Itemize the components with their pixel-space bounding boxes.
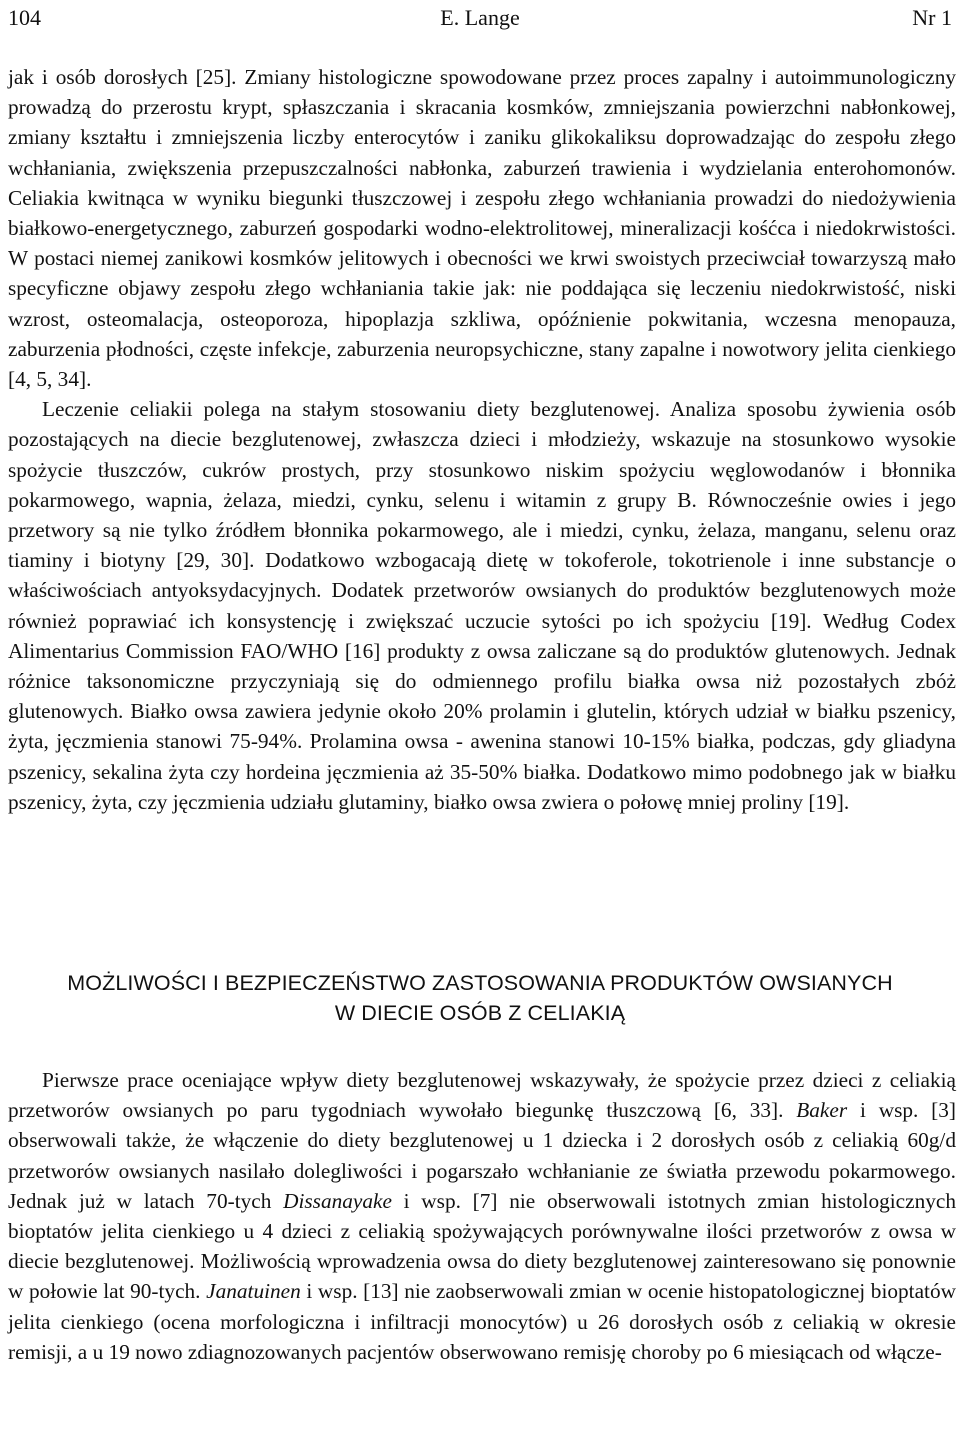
text-run: i wsp. [7] nie obserwowali istotnych zmian histologicznych bioptatów jelita cienkiego u 4 dzieci z celiakią spożywających porównywalne ilości przetworów z owsa w diecie bezglutenowej. Możliwością wprowadzenia owsa do diety bezglutenowej zainteresowano się ponownie w połowie lat 90-tych. xyxy=(8,1188,956,1304)
page-number: 104 xyxy=(8,5,41,30)
paragraph-treatment: Leczenie celiakii polega na stałym stosowaniu diety bezglutenowej. Analiza sposobu żywienia osób pozostających na diecie bezglutenowej, zwłaszcza dzieci i młodzieży, wskazuje na stosunkowo wysokie spożycie tłuszczów, cukrów prostych, przy stosunkowo niskim spożyciu węglowodanów i błonnika pokarmowego, wapnia, żelaza, miedzi, cynku, selenu i witamin z grupy B. Równocześnie owies i jego przetwory są nie tylko źródłem błonnika pokarmowego, ale i miedzi, cynku, żelaza, manganu, selenu oraz tiaminy i biotyny [29, 30]. Dodatkowo wzbogacają dietę w tokoferole, tokotrienole i inne substancje o właściwościach antyoksydacyjnych. Dodatek przetworów owsianych do produktów bezglutenowych może również poprawiać ich konsystencję i zwiększać uczucie sytości po ich spożyciu [19]. Według Codex Alimentarius Commission FAO/WHO [16] produkty z owsa zaliczane są do produktów glutenowych. Jednak różnice taksonomiczne przyczyniają się do odmiennego profilu białka owsa niż pozostałych zbóż glutenowych. Białko owsa zawiera jedynie około 20% prolamin i glutelin, których udział w białku pszenicy, żyta, jęczmienia stanowi 75-94%. Prolamina owsa - awenina stanowi 10-15% białka, podczas, gdy gliadyna pszenicy, sekalina żyta czy hordeina jęczmienia aż 35-50% białka. Dodatkowo mimo podobnego jak w białku pszenicy, żyta, czy jęczmienia udziału glutaminy, białko owsa zwiera o połowę mniej proliny [19]. xyxy=(8,397,956,814)
paragraph-oats-studies xyxy=(8,1065,956,1367)
running-author: E. Lange xyxy=(440,5,520,30)
body-upper xyxy=(8,62,956,817)
issue-number: Nr 1 xyxy=(912,5,952,30)
author-name: Dissanayake xyxy=(283,1188,392,1213)
body-lower xyxy=(8,1065,956,1367)
page-header xyxy=(8,4,952,32)
paragraph-continuation: jak i osób dorosłych [25]. Zmiany histologiczne spowodowane przez proces zapalny i autoimmunologiczny prowadzą do przerostu krypt, spłaszczania i skracania kosmków, zmniejszania powierzchni nabłonkowej, zmiany kształtu i zmniejszenia liczby enterocytów i zaniku glikokaliksu doprowadzając do zespołu złego wchłaniania, zwiększenia przepuszczalności nabłonka, zaburzeń trawienia i wydzielania enterohomonów. Celiakia kwitnąca w wyniku biegunki tłuszczowej i zespołu złego wchłaniania prowadzi do niedożywienia białkowo-energetycznego, zaburzeń gospodarki wodno-elektrolitowej, mineralizacji kośćca i niedokrwistości. W postaci niemej zanikowi kosmków jelitowych i obecności we krwi swoistych przeciwciał towarzyszą mało specyficzne objawy zespołu złego wchłaniania takie jak: nie poddająca się leczeniu niedokrwistość, niski wzrost, osteomalacja, osteoporoza, hipoplazja szkliwa, opóźnienie pokwitania, wczesna menopauza, zaburzenia płodności, częste infekcje, zaburzenia neuropsychiczne, stany zapalne i nowotwory jelita cienkiego [4, 5, 34]. xyxy=(8,65,956,392)
text-run: i wsp. [13] nie zaobserwowali zmian w ocenie histopatologicznej bioptatów jelita cienkiego (ocena morfologiczna i infiltracji monocytów) u 26 dorosłych osób z celiakią w okresie remisji, a u 19 nowo zdiagnozowanych pacjentów obserwowano remisję choroby po 6 miesiącach od włącze- xyxy=(8,1279,956,1364)
section-heading xyxy=(8,968,952,1028)
section-heading-line-1: MOŻLIWOŚCI I BEZPIECZEŃSTWO ZASTOSOWANIA PRODUKTÓW OWSIANYCH xyxy=(67,971,893,995)
author-name: Baker xyxy=(796,1098,848,1123)
author-name: Janatuinen xyxy=(206,1279,301,1304)
text-run: i wsp. [3] obserwowali także, że włączenie do diety bezglutenowej u 1 dziecka i 2 dorosłych osób z celiakią 60g/d przetworów owsianych nasilało dolegliwości i pogarszało wchłanianie ze światła przewodu pokarmowego. Jednak już w latach 70-tych xyxy=(8,1098,956,1213)
text-run: Pierwsze prace oceniające wpływ diety bezglutenowej wskazywały, że spożycie przez dzieci z celiakią przetworów owsianych po paru tygodniach wywołało biegunkę tłuszczową [6, 33]. xyxy=(8,1068,956,1123)
section-heading-line-2: W DIECIE OSÓB Z CELIAKIĄ xyxy=(334,1001,626,1025)
